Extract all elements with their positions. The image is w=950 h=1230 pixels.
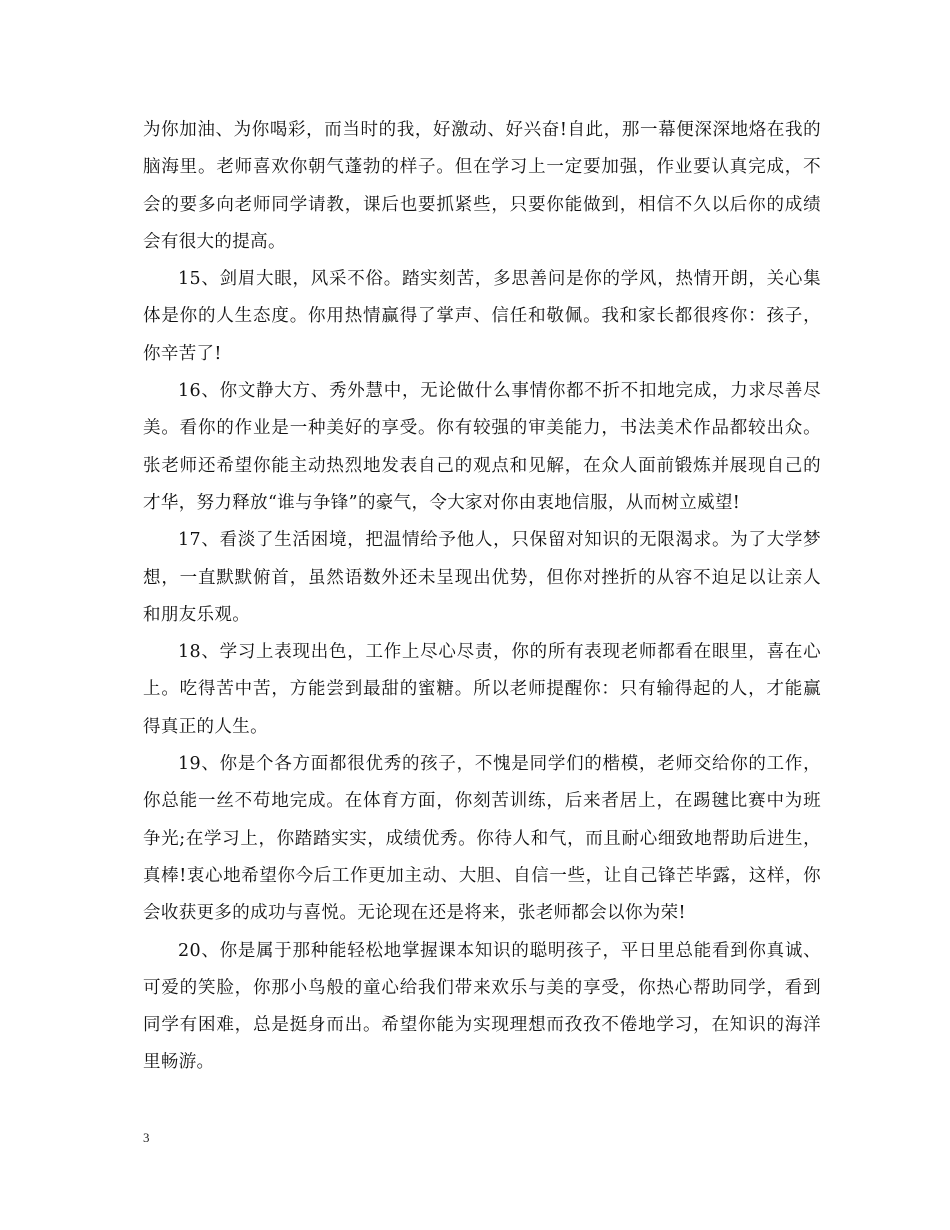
paragraph-17: 17、看淡了生活困境，把温情给予他人，只保留对知识的无限渴求。为了大学梦想，一直默默俯首，虽然语数外还未呈现出优势，但你对挫折的从容不迫足以让亲人和朋友乐观。 xyxy=(143,530,821,625)
paragraph-20: 20、你是属于那种能轻松地掌握课本知识的聪明孩子，平日里总能看到你真诚、可爱的笑脸，你那小鸟般的童心给我们带来欢乐与美的享受，你热心帮助同学，看到同学有困难，总是挺身而出。希望你能为实现理想而孜孜不倦地学习，在知识的海洋里畅游。 xyxy=(143,940,821,1073)
paragraph-19: 19、你是个各方面都很优秀的孩子，不愧是同学们的楷模，老师交给你的工作，你总能一丝不苟地完成。在体育方面，你刻苦训练，后来者居上，在踢毽比赛中为班争光;在学习上，你踏踏实实，成绩优秀。你待人和气，而且耐心细致地帮助后进生，真棒!衷心地希望你今后工作更加主动、大胆、自信一些，让自己锋芒毕露，这样，你会收获更多的成功与喜悦。无论现在还是将来，张老师都会以你为荣! xyxy=(143,754,821,924)
paragraph-18: 18、学习上表现出色，工作上尽心尽责，你的所有表现老师都看在眼里，喜在心上。吃得苦中苦，方能尝到最甜的蜜糖。所以老师提醒你：只有输得起的人，才能赢得真正的人生。 xyxy=(143,642,821,737)
paragraph-16: 16、你文静大方、秀外慧中，无论做什么事情你都不折不扣地完成，力求尽善尽美。看你的作业是一种美好的享受。你有较强的审美能力，书法美术作品都较出众。张老师还希望你能主动热烈地发表自己的观点和见解，在众人面前锻炼并展现自己的才华，努力释放“谁与争锋”的豪气，令大家对你由衷地信服，从而树立威望! xyxy=(143,381,821,513)
paragraph-continued: 为你加油、为你喝彩，而当时的我，好激动、好兴奋!自此，那一幕便深深地烙在我的脑海里。老师喜欢你朝气蓬勃的样子。但在学习上一定要加强，作业要认真完成，不会的要多向老师同学请教，课后也要抓紧些，只要你能做到，相信不久以后你的成绩会有很大的提高。 xyxy=(143,120,821,252)
paragraph-15: 15、剑眉大眼，风采不俗。踏实刻苦，多思善问是你的学风，热情开朗，关心集体是你的人生态度。你用热情赢得了掌声、信任和敬佩。我和家长都很疼你：孩子，你辛苦了! xyxy=(143,269,821,364)
document-body xyxy=(143,112,821,1082)
page-number: 3 xyxy=(143,1130,150,1145)
